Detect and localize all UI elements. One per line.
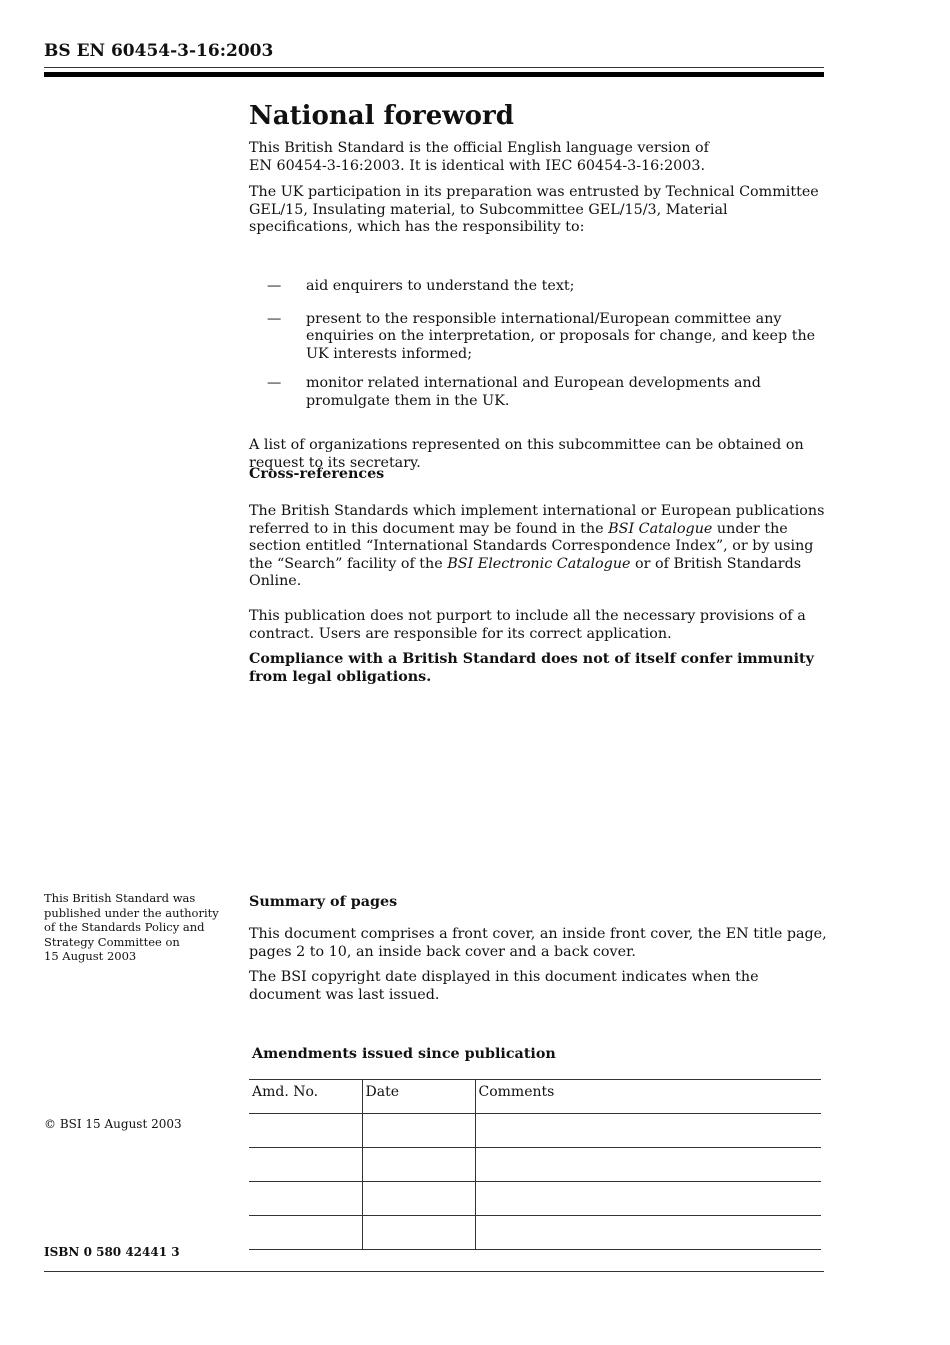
table-cell — [362, 1182, 475, 1216]
header-rule-thick — [44, 72, 824, 77]
intro-line-2: EN 60454-3-16:2003. It is identical with IEC 60454-3-16:2003. — [249, 157, 706, 174]
copyright-notice: © BSI 15 August 2003 — [44, 1117, 182, 1131]
authority-line-5: 15 August 2003 — [44, 949, 137, 963]
column-header-date: Date — [362, 1080, 475, 1114]
column-header-comments: Comments — [475, 1080, 821, 1114]
header-rule-thin — [44, 67, 824, 68]
dash-marker: — — [267, 278, 282, 294]
column-header-amd-no: Amd. No. — [249, 1080, 362, 1114]
table-cell — [475, 1148, 821, 1182]
list-item — [249, 375, 829, 410]
table-cell — [249, 1114, 362, 1148]
table-cell — [475, 1216, 821, 1250]
authority-line-1: This British Standard was — [44, 891, 196, 905]
intro-paragraph-1 — [249, 140, 829, 175]
bsi-electronic-catalogue-italic: BSI Electronic Catalogue — [447, 555, 631, 572]
isbn-number: ISBN 0 580 42441 3 — [44, 1245, 180, 1259]
cross-ref-text-1: The British Standards which implement international or European publications referred to in this document may be found in the — [249, 503, 825, 537]
cross-ref-text-3: or of British Standards Online. — [249, 555, 802, 590]
amendments-table — [249, 1079, 821, 1250]
table-cell — [362, 1216, 475, 1250]
compliance-statement: Compliance with a British Standard does not of itself confer immunity from legal obligations. — [249, 651, 814, 685]
authority-line-2: published under the authority — [44, 905, 219, 920]
table-row — [249, 1148, 821, 1182]
intro-line-1: This British Standard is the official English language version of — [249, 140, 709, 156]
cross-ref-text-2: under the section entitled “International Standards Correspondence Index”, or by using the “Search” facility of the — [249, 520, 814, 572]
table-cell — [362, 1148, 475, 1182]
table-header-row — [249, 1080, 821, 1114]
list-item — [249, 311, 829, 364]
dash-marker: — — [267, 375, 282, 391]
bsi-catalogue-italic: BSI Catalogue — [608, 520, 713, 537]
page-title: National foreword — [249, 101, 514, 131]
standard-code: BS EN 60454-3-16:2003 — [44, 41, 274, 61]
table-cell — [475, 1182, 821, 1216]
publication-authority-note — [44, 891, 229, 964]
list-item — [249, 278, 829, 296]
table-row — [249, 1216, 821, 1250]
table-cell — [475, 1114, 821, 1148]
cross-references-heading: Cross-references — [249, 466, 385, 482]
table-cell — [249, 1182, 362, 1216]
table-row — [249, 1114, 821, 1148]
list-item-text: aid enquirers to understand the text; — [306, 278, 575, 294]
list-organizations-paragraph: A list of organizations represented on this subcommittee can be obtained on request to its secretary. — [249, 437, 804, 471]
table-cell — [362, 1114, 475, 1148]
list-item-text: monitor related international and European developments and promulgate them in the UK. — [306, 375, 761, 409]
authority-line-3: of the Standards Policy and — [44, 920, 205, 934]
dash-marker: — — [267, 310, 282, 327]
summary-paragraph: This document comprises a front cover, an inside front cover, the EN title page, pages 2 to 10, an inside back cover and a back cover. — [249, 926, 827, 960]
summary-heading: Summary of pages — [249, 894, 398, 910]
responsibility-list — [249, 278, 829, 410]
list-item-text: present to the responsible international/European committee any enquiries on the interpretation, or proposals for change, and keep the UK interests informed; — [306, 310, 816, 362]
intro-paragraph-2: The UK participation in its preparation was entrusted by Technical Committee GEL/15, Insulating material, to Subcommittee GEL/15/3, Material specifications, which has the responsibility to: — [249, 184, 819, 235]
amendments-heading: Amendments issued since publication — [252, 1046, 556, 1062]
footer-rule — [44, 1271, 824, 1272]
table-cell — [249, 1148, 362, 1182]
table-row — [249, 1182, 821, 1216]
copyright-date-paragraph: The BSI copyright date displayed in this document indicates when the document was last issued. — [249, 969, 759, 1003]
cross-references-paragraph — [249, 503, 827, 591]
table-cell — [249, 1216, 362, 1250]
purport-paragraph: This publication does not purport to include all the necessary provisions of a contract. Users are responsible for its correct application. — [249, 608, 806, 642]
authority-line-4: Strategy Committee on — [44, 934, 180, 949]
